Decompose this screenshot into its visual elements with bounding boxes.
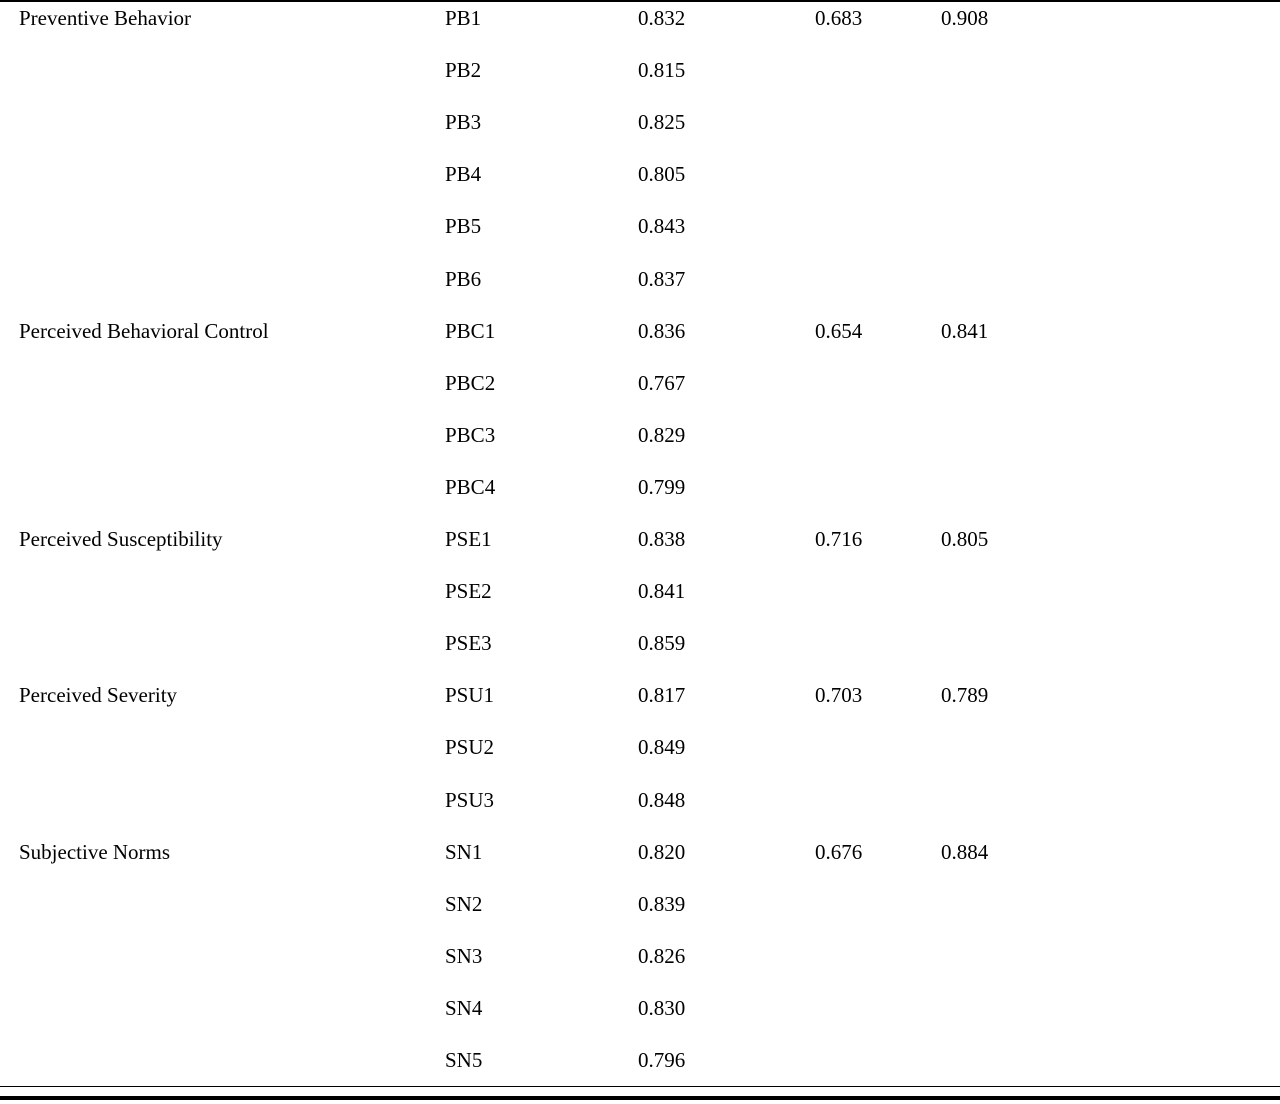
table-row (0, 112, 1280, 164)
table-row (0, 581, 1280, 633)
cr-cell: 0.789 (941, 683, 989, 708)
table-row (0, 685, 1280, 737)
cr-cell: 0.884 (941, 839, 989, 864)
loading-cell: 0.820 (638, 839, 686, 864)
loading-cell: 0.805 (638, 162, 686, 187)
loading-cell: 0.859 (638, 631, 686, 656)
cr-cell: 0.805 (941, 527, 989, 551)
loading-cell: 0.837 (638, 266, 686, 291)
table-row (0, 422, 1280, 477)
item-cell: SN1 (445, 839, 483, 864)
item-cell: PSE2 (445, 579, 492, 604)
item-cell: PBC3 (445, 422, 496, 447)
construct-cell: Preventive Behavior (19, 6, 192, 30)
item-cell: SN3 (445, 943, 483, 968)
item-cell: PB6 (445, 266, 482, 291)
table-row (0, 891, 1280, 946)
item-cell: PB2 (445, 58, 482, 83)
table-bottom-rule-thin (0, 1086, 1280, 1087)
table-row (0, 370, 1280, 425)
item-cell: PB5 (445, 214, 482, 239)
table-row (0, 60, 1280, 112)
table-row (0, 216, 1280, 268)
construct-cell: Perceived Severity (19, 683, 178, 708)
table-row (0, 1050, 1280, 1102)
table-top-rule (0, 0, 1280, 2)
table-row (0, 318, 1280, 373)
item-cell: PSE1 (445, 527, 492, 551)
loading-cell: 0.839 (638, 891, 686, 916)
table-row (0, 266, 1280, 321)
loading-cell: 0.825 (638, 110, 686, 135)
item-cell: SN5 (445, 1048, 483, 1072)
construct-cell: Perceived Susceptibility (19, 527, 223, 551)
table-row (0, 8, 1280, 60)
table-bottom-rule (0, 1096, 1280, 1100)
loading-cell: 0.826 (638, 943, 686, 968)
table-row (0, 839, 1280, 894)
loading-cell: 0.841 (638, 579, 686, 604)
item-cell: SN4 (445, 995, 483, 1020)
item-cell: PSU3 (445, 787, 495, 812)
ave-cell: 0.676 (815, 839, 863, 864)
table-row (0, 529, 1280, 581)
cr-cell: 0.908 (941, 6, 989, 30)
item-cell: PB1 (445, 6, 482, 30)
table-row (0, 737, 1280, 789)
loading-cell: 0.830 (638, 995, 686, 1020)
ave-cell: 0.703 (815, 683, 863, 708)
loading-cell: 0.838 (638, 527, 686, 551)
item-cell: PB3 (445, 110, 482, 135)
table-row (0, 633, 1280, 685)
item-cell: PSE3 (445, 631, 492, 656)
table-row (0, 787, 1280, 842)
item-cell: PBC2 (445, 370, 496, 395)
loading-cell: 0.767 (638, 370, 686, 395)
table-row (0, 474, 1280, 529)
construct-cell: Subjective Norms (19, 839, 171, 864)
loading-cell: 0.836 (638, 318, 686, 343)
item-cell: PSU1 (445, 683, 495, 708)
item-cell: SN2 (445, 891, 483, 916)
item-cell: PBC4 (445, 474, 496, 499)
item-cell: PBC1 (445, 318, 496, 343)
table-row (0, 995, 1280, 1050)
loading-cell: 0.832 (638, 6, 686, 30)
loading-cell: 0.829 (638, 422, 686, 447)
cr-cell: 0.841 (941, 318, 989, 343)
ave-cell: 0.683 (815, 6, 863, 30)
item-cell: PSU2 (445, 735, 495, 760)
loading-cell: 0.796 (638, 1048, 686, 1072)
ave-cell: 0.654 (815, 318, 863, 343)
loading-cell: 0.815 (638, 58, 686, 83)
table-row (0, 164, 1280, 216)
table-row (0, 943, 1280, 998)
ave-cell: 0.716 (815, 527, 863, 551)
loading-cell: 0.817 (638, 683, 686, 708)
loading-cell: 0.848 (638, 787, 686, 812)
loading-cell: 0.843 (638, 214, 686, 239)
loading-cell: 0.849 (638, 735, 686, 760)
loading-cell: 0.799 (638, 474, 686, 499)
item-cell: PB4 (445, 162, 482, 187)
construct-cell: Perceived Behavioral Control (19, 318, 269, 343)
